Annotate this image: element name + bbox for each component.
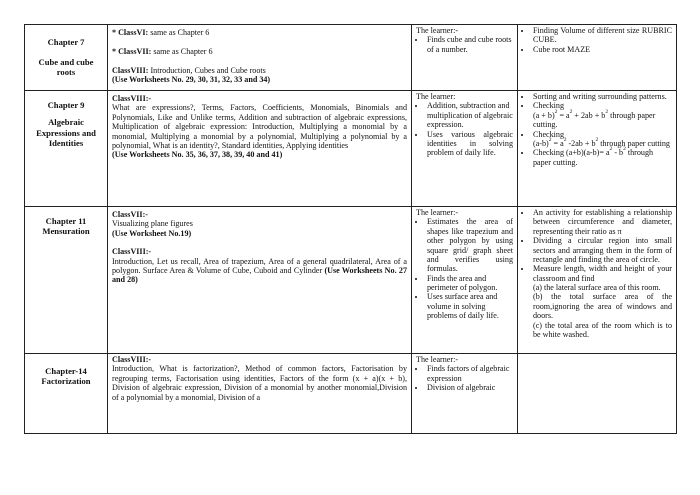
activities-cell <box>518 207 677 354</box>
list-item: • Division of algebraic <box>426 383 513 392</box>
outcomes-list <box>416 364 513 392</box>
list-item: • Estimates the area of shapes like trapezium and other polygon by using square grid/ graph sheet and verifies using formulas. <box>426 217 513 273</box>
activities-cell <box>518 91 677 207</box>
table-row <box>25 354 677 434</box>
outcomes-intro: The learner:- <box>416 208 459 217</box>
list-item: • Sorting and writing surrounding patterns. <box>532 92 672 101</box>
list-item: • An activity for establishing a relationship between circumference and diameter, representing their ratio as π <box>532 208 672 236</box>
chapter-number: Chapter-14 <box>45 366 87 376</box>
class-label: * ClassVI: <box>112 28 149 37</box>
list-item: • Finds factors of algebraic expression <box>426 364 513 383</box>
class-label: ClassVIII:- <box>112 355 152 364</box>
content-cell <box>108 25 412 91</box>
content-cell <box>108 354 412 434</box>
class-label: ClassVII:- <box>112 210 148 219</box>
chapter-topic: Mensuration <box>42 225 90 236</box>
chapter-cell <box>25 91 108 207</box>
activities-list <box>522 92 672 167</box>
list-item: • Uses surface area and volume in solving problems of daily life. <box>426 292 513 320</box>
class-content: Introduction, Let us recall, Area of trapezium, Area of a general quadrilateral, Area of a polygon. Surface Area & Volume of Cube, Cuboid and Cylinder (Use Worksheets No. 27 and 28) <box>112 256 407 285</box>
list-item: • Measure length, width and height of your classroom and find (a) the lateral surface area of this room. (b) the total surface area of the room,ignoring the area of windows and doors. (c) the total area of the room which is to be white washed. <box>532 264 672 339</box>
class-content: Introduction, Cubes and Cube roots <box>150 65 266 75</box>
chapter-number: Chapter 9 <box>47 100 85 110</box>
class-content: same as Chapter 6 <box>153 47 213 57</box>
class-label: * ClassVII: <box>112 47 152 57</box>
outcomes-cell <box>412 91 518 207</box>
class-content: What are expressions?, Terms, Factors, Coefficients, Monomials, Binomials and Polynomials, Like and Unlike terms, Addition and subtraction of algebraic expressions, Multiplication of algebraic expression: Introduction, Multiplying a monomial by a monomial, Multiplying a monomial by a polynomial, Multiplying a polynomial by a polynomial, What is an identity?, Standard identities, Applying identities <box>112 103 407 150</box>
syllabus-table <box>24 24 677 434</box>
chapter-topic: Algebraic Expressions and Identities <box>36 116 96 149</box>
outcomes-intro: The learner: <box>416 92 456 101</box>
activities-list <box>522 208 672 339</box>
table-row <box>25 25 677 91</box>
activities-cell <box>518 25 677 91</box>
activities-cell <box>518 354 677 434</box>
chapter-cell <box>25 25 108 91</box>
class-label: ClassVIII:- <box>112 247 152 257</box>
activities-list <box>522 26 672 54</box>
chapter-number: Chapter 11 <box>45 216 87 226</box>
worksheet-ref: (Use Worksheet No.19) <box>112 228 192 238</box>
class-content: same as Chapter 6 <box>150 28 210 37</box>
list-item: • Uses various algebraic identities in solving problem of daily life. <box>426 130 513 158</box>
list-item: • Finds cube and cube roots of a number. <box>426 35 513 54</box>
outcomes-cell <box>412 25 518 91</box>
list-item: • Checking $(a + b)^2 = a^2 + 2ab + b^2$ through paper cutting. <box>532 101 672 129</box>
content-cell <box>108 207 412 354</box>
class-content: Introduction, What is factorization?, Method of common factors, Factorisation by regrouping terms, Factorisation using identities, Factors of the form (x + a)(x + b), Division of algebraic expression, Division of a monomial by another monomial,Division of a polynomial by a monomial, Division of a <box>112 364 407 402</box>
class-label: ClassVIII: <box>112 65 149 75</box>
outcomes-cell <box>412 354 518 434</box>
class-content: Visualizing plane figures <box>112 219 193 229</box>
worksheet-ref: (Use Worksheets No. 35, 36, 37, 38, 39, 40 and 41) <box>112 150 283 160</box>
list-item: • Finding Volume of different size RUBRIC CUBE. <box>532 26 672 45</box>
outcomes-intro: The learner:- <box>416 26 459 35</box>
chapter-topic: Cube and cube roots <box>38 56 94 77</box>
worksheet-ref: (Use Worksheets No. 29, 30, 31, 32, 33 and 34) <box>112 75 271 85</box>
list-item: • Addition, subtraction and multiplication of algebraic expression. <box>426 101 513 129</box>
worksheet-ref: (Use Worksheets No. 27 and 28) <box>112 265 407 285</box>
table-row <box>25 91 677 207</box>
outcomes-list <box>416 35 513 54</box>
chapter-number: Chapter 7 <box>47 37 85 47</box>
list-item: • Finds the area and perimeter of polygon. <box>426 274 513 293</box>
content-cell <box>108 91 412 207</box>
outcomes-intro: The learner:- <box>416 355 459 364</box>
chapter-cell <box>25 207 108 354</box>
class-label: ClassVIII:- <box>112 94 152 103</box>
chapter-cell <box>25 354 108 434</box>
list-item: • Dividing a circular region into small sectors and arranging them in the form of rectangle and finding the area of circle. <box>532 236 672 264</box>
list-item: • Checking $(a+b)(a-b)= a^2 - b^2$ through paper cutting. <box>532 148 672 167</box>
outcomes-cell <box>412 207 518 354</box>
chapter-topic: Factorization <box>41 375 91 386</box>
outcomes-list <box>416 217 513 320</box>
list-item: • Cube root MAZE <box>532 45 672 54</box>
table-row <box>25 207 677 354</box>
outcomes-list <box>416 101 513 157</box>
list-item: • Checking $(a-b)^2 = a^2$ $-2ab + b^2$ through paper cutting <box>532 130 672 149</box>
